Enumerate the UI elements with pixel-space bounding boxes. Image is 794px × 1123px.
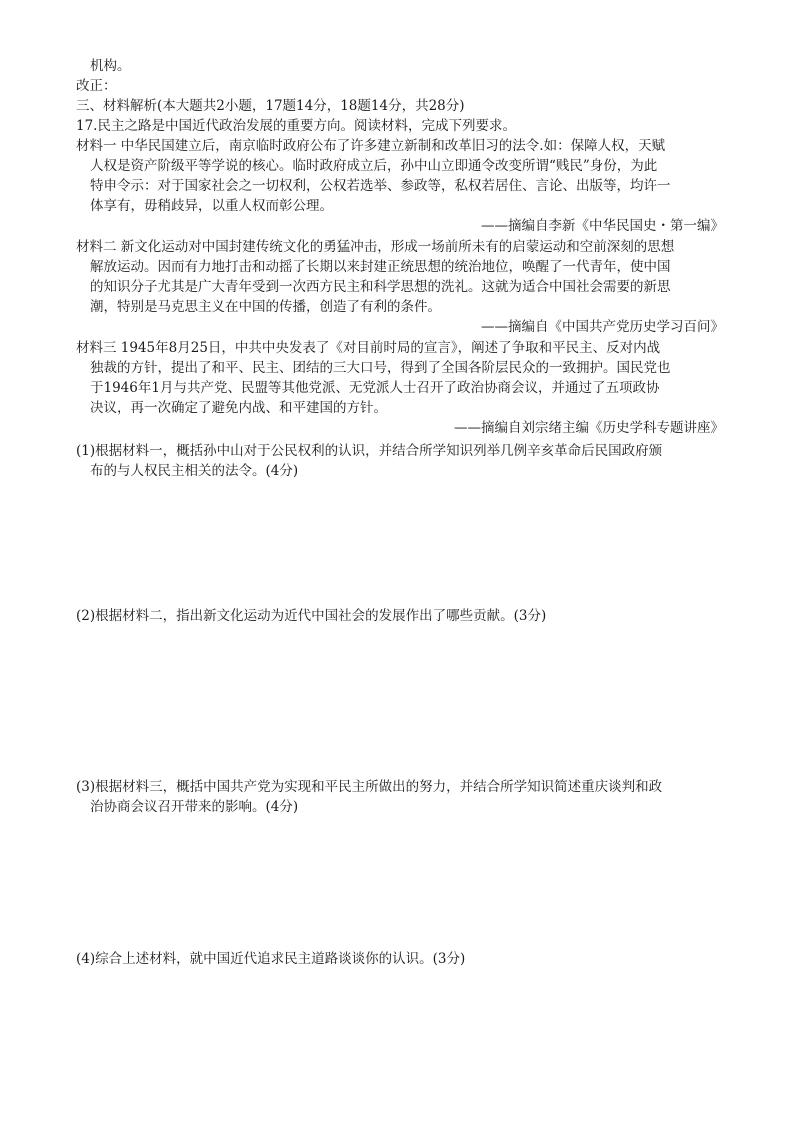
material-2-line: 的知识分子尤其是广大青年受到一次西方民主和科学思想的洗礼。这就为适合中国社会需要的新思 <box>90 279 671 295</box>
correction-label: 改正： <box>76 78 117 94</box>
material-3-line: 材料三 1945年8月25日，中共中央发表了《对目前时局的宣言》，阐述了争取和平民主、反对内战 <box>76 340 661 356</box>
material-1-line: 材料一 中华民国建立后，南京临时政府公布了许多建立新制和改革旧习的法令.如：保障人权，天赋 <box>76 138 666 154</box>
material-2 <box>76 237 724 338</box>
material-2-line: 材料二 新文化运动对中国封建传统文化的勇猛冲击，形成一场前所未有的启蒙运动和空前深刻的思想 <box>76 239 675 255</box>
exam-page <box>76 56 724 967</box>
sub-question-2 <box>76 606 724 626</box>
section-heading: 三、材料解析(本大题共2小题，17题14分，18题14分，共28分) <box>76 98 465 114</box>
sub-question-3-line: (3)根据材料三，概括中国共产党为实现和平民主所做出的努力，并结合所学知识简述重庆谈判和政 <box>76 779 663 795</box>
material-2-line: 潮，特别是马克思主义在中国的传播，创造了有利的条件。 <box>90 299 441 315</box>
sub-question-1-line: (1)根据材料一，概括孙中山对于公民权利的认识，并结合所学知识列举几例辛亥革命后民国政府颁 <box>76 443 663 459</box>
material-3-line: 于1946年1月与共产党、民盟等其他党派、无党派人士召开了政治协商会议，并通过了五项政协 <box>90 380 660 396</box>
sub-question-2-line: (2)根据材料二，指出新文化运动为近代中国社会的发展作出了哪些贡献。(3分) <box>76 608 547 624</box>
material-3-line: 独裁的方针，提出了和平、民主、团结的三大口号，得到了全国各阶层民众的一致拥护。国民党也 <box>90 360 671 376</box>
sub-question-1 <box>76 441 724 481</box>
material-2-source: ——摘编自《中国共产党历史学习百问》 <box>481 319 724 335</box>
material-1-line: 体享有，毋稍歧异，以重人权而彰公理。 <box>90 198 333 214</box>
sub-question-1-line: 布的与人权民主相关的法令。(4分) <box>90 463 299 479</box>
material-3 <box>76 338 724 439</box>
material-1-source: ——摘编自李新《中华民国史・第一编》 <box>481 218 724 234</box>
material-1-line: 人权是资产阶级平等学说的核心。临时政府成立后，孙中山立即通令改变所谓“贱民”身份，为此 <box>90 158 658 174</box>
material-1 <box>76 136 724 237</box>
sub-question-3-line: 治协商会议召开带来的影响。(4分) <box>90 799 299 815</box>
material-3-source: ——摘编自刘宗绪主编《历史学科专题讲座》 <box>454 420 724 436</box>
material-1-line: 特申令示：对于国家社会之一切权利，公权若选举、参政等，私权若居住、言论、出版等，均许一 <box>90 178 671 194</box>
continued-text: 机构。 <box>90 58 131 74</box>
sub-question-4-line: (4)综合上述材料，就中国近代追求民主道路谈谈你的认识。(3分) <box>76 951 466 967</box>
sub-question-3 <box>76 777 724 817</box>
question-17-intro: 17.民主之路是中国近代政治发展的重要方向。阅读材料，完成下列要求。 <box>76 118 516 134</box>
material-3-line: 决议，再一次确定了避免内战、和平建国的方针。 <box>90 400 387 416</box>
material-2-line: 解放运动。因而有力地打击和动摇了长期以来封建正统思想的统治地位，唤醒了一代青年，使中国 <box>90 259 671 275</box>
sub-question-4 <box>76 949 724 969</box>
